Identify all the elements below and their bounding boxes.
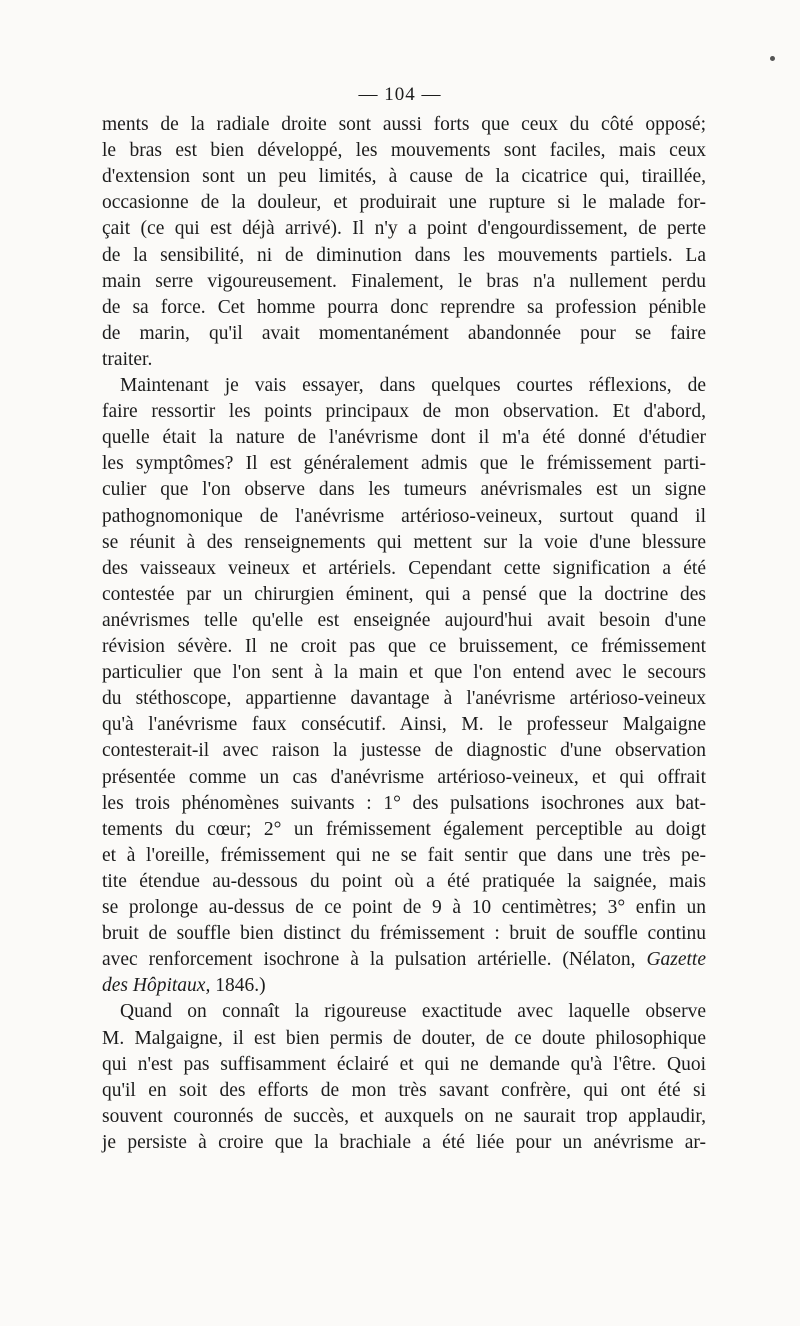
text-line — [102, 660, 706, 686]
text-line — [102, 843, 706, 869]
line-text: je persiste à croire que la brachiale a été liée pour un anévrisme ar- — [102, 1131, 706, 1153]
text-line — [102, 947, 706, 973]
line-text: les trois phénomènes suivants : 1° des pulsations isochrones aux bat- — [102, 792, 706, 814]
text-line — [102, 164, 706, 190]
text-line — [102, 712, 706, 738]
text-line — [102, 765, 706, 791]
page-number: — 104 — — [358, 84, 442, 105]
text-line — [102, 425, 706, 451]
text-line — [102, 973, 706, 999]
text-line — [102, 216, 706, 242]
line-text: le bras est bien développé, les mouvements sont faciles, mais ceux — [102, 140, 706, 162]
line-text: anévrismes telle qu'elle est enseignée aujourd'hui avait besoin d'une — [102, 609, 706, 631]
text-line — [102, 869, 706, 895]
text-line — [102, 112, 706, 138]
line-text: de la sensibilité, ni de diminution dans les mouvements partiels. La — [102, 244, 706, 266]
line-text: qui n'est pas suffisamment éclairé et qui ne demande qu'à l'être. Quoi — [102, 1053, 706, 1075]
line-text: contesterait-il avec raison la justesse de diagnostic d'une observation — [102, 740, 706, 762]
text-line — [102, 399, 706, 425]
text-line — [102, 686, 706, 712]
line-text: traiter. — [102, 348, 153, 370]
italic-citation: des Hôpitaux, — [102, 975, 211, 997]
line-text: de sa force. Cet homme pourra donc reprendre sa profession pénible — [102, 296, 706, 318]
line-text: Quand on connaît la rigoureuse exactitude avec laquelle observe — [120, 1001, 706, 1023]
text-line — [102, 1026, 706, 1052]
text-line — [102, 295, 706, 321]
line-text: particulier que l'on sent à la main et que l'on entend avec le secours — [102, 662, 706, 684]
text-line — [102, 1078, 706, 1104]
line-text: faire ressortir les points principaux de mon observation. Et d'abord, — [102, 401, 706, 423]
text-line — [102, 791, 706, 817]
line-text: tite étendue au-dessous du point où a été pratiquée la saignée, mais — [102, 870, 706, 892]
line-text: avec renforcement isochrone à la pulsation artérielle. (Nélaton, — [102, 949, 636, 971]
line-text: révision sévère. Il ne croit pas que ce bruissement, ce frémissement — [102, 636, 706, 657]
text-line — [102, 1130, 706, 1156]
text-line — [102, 817, 706, 843]
line-text: bruit de souffle bien distinct du frémissement : bruit de souffle continu — [102, 923, 706, 945]
line-text: qu'il en soit des efforts de mon très savant confrère, qui ont été si — [102, 1079, 706, 1101]
line-text: les symptômes? Il est généralement admis que le frémissement parti- — [102, 453, 706, 475]
text-line — [102, 895, 706, 921]
text-line — [102, 243, 706, 269]
text-line — [102, 556, 706, 582]
text-line — [102, 608, 706, 634]
text-line — [102, 190, 706, 216]
line-text: quelle était la nature de l'anévrisme dont il m'a été donné d'étudier — [102, 427, 706, 449]
line-text: qu'à l'anévrisme faux consécutif. Ainsi, M. le professeur Malgaigne — [102, 714, 706, 736]
line-text: main serre vigoureusement. Finalement, le bras n'a nullement perdu — [102, 270, 706, 292]
line-text: de marin, qu'il avait momentanément abandonnée pour se faire — [102, 322, 706, 344]
text-line — [102, 138, 706, 164]
line-text: présentée comme un cas d'anévrisme artérioso-veineux, et qui offrait — [102, 766, 706, 788]
text-line — [120, 373, 706, 399]
line-text: du stéthoscope, appartienne davantage à l'anévrisme artérioso-veineux — [102, 688, 706, 710]
line-text: tements du cœur; 2° un frémissement également perceptible au doigt — [102, 818, 706, 840]
text-line — [102, 582, 706, 608]
text-line — [102, 269, 706, 295]
paper-speck — [770, 56, 775, 61]
text-line — [102, 634, 706, 660]
text-line — [102, 451, 706, 477]
italic-citation: Gazette — [646, 949, 707, 971]
text-line — [102, 738, 706, 764]
text-line — [102, 321, 706, 347]
line-text: culier que l'on observe dans les tumeurs anévrismales est un signe — [102, 479, 706, 501]
line-text: contestée par un chirurgien éminent, qui a pensé que la doctrine des — [102, 583, 706, 605]
text-line — [102, 1104, 706, 1130]
line-text: M. Malgaigne, il est bien permis de douter, de ce doute philosophique — [102, 1027, 706, 1049]
text-line — [102, 477, 706, 503]
line-text: d'extension sont un peu limités, à cause de la cicatrice qui, tiraillée, — [102, 166, 706, 188]
text-line — [102, 347, 706, 373]
line-text: se prolonge au-dessus de ce point de 9 à 10 centimètres; 3° enfin un — [102, 897, 706, 918]
text-line — [102, 504, 706, 530]
line-text: Maintenant je vais essayer, dans quelques courtes réflexions, de — [120, 375, 706, 396]
line-text: se réunit à des renseignements qui mettent sur la voie d'une blessure — [102, 531, 706, 553]
line-text: çait (ce qui est déjà arrivé). Il n'y a point d'engourdissement, de perte — [102, 218, 706, 240]
line-text: 1846.) — [210, 975, 266, 997]
line-text: des vaisseaux veineux et artériels. Cependant cette signification a été — [102, 557, 706, 579]
text-line — [102, 530, 706, 556]
text-line — [120, 999, 706, 1025]
line-text: et à l'oreille, frémissement qui ne se fait sentir que dans une très pe- — [102, 844, 706, 866]
text-line — [102, 1052, 706, 1078]
line-text: souvent couronnés de succès, et auxquels on ne saurait trop applaudir, — [102, 1105, 706, 1127]
text-line — [102, 921, 706, 947]
line-text: occasionne de la douleur, et produirait une rupture si le malade for- — [102, 192, 706, 214]
line-text: pathognomonique de l'anévrisme artérioso-veineux, surtout quand il — [102, 505, 706, 527]
line-text: ments de la radiale droite sont aussi forts que ceux du côté opposé; — [102, 114, 706, 135]
